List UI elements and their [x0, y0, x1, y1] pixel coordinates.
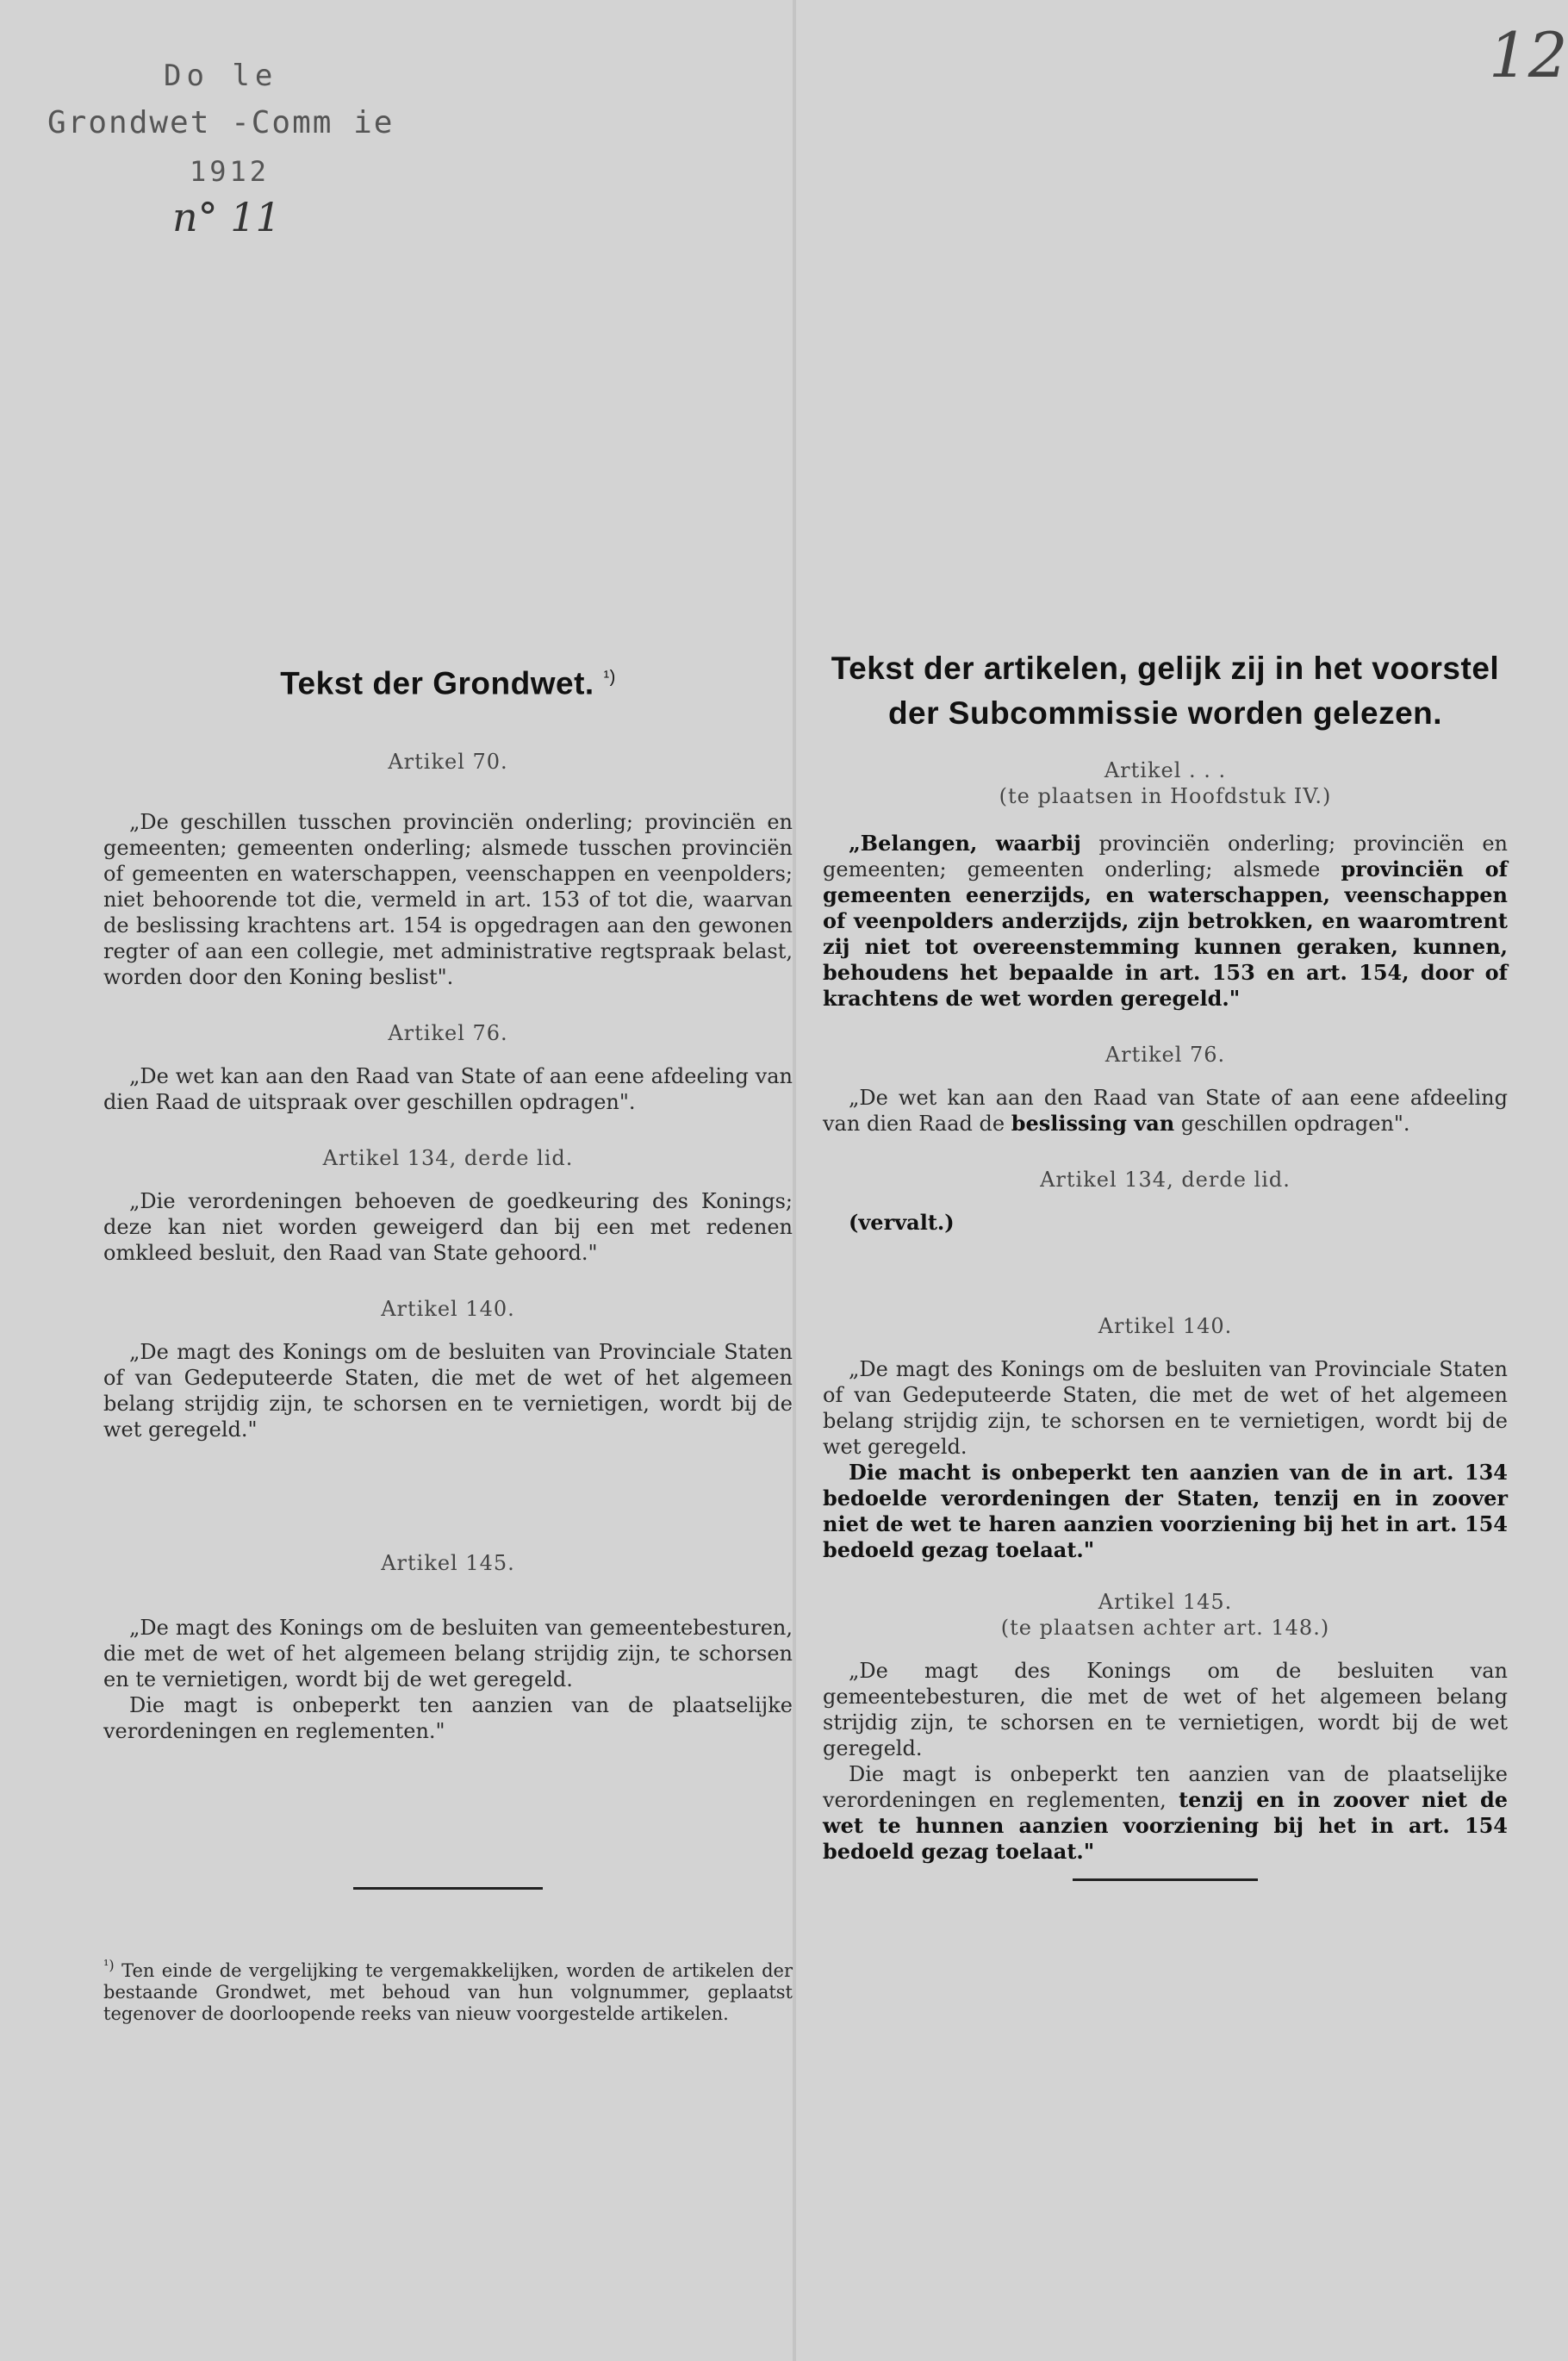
right-article-145-bold: tenzij en in zoover niet de wet te hunnen aanzien voorziening bij het in art. 154 bedoeld gezag toelaat.": [823, 1787, 1508, 1864]
footnote-text: Ten einde de vergelijking te vergemakkelijken, worden de artikelen der bestaande Grondwet, met behoud van hun volgnummer, geplaatst tegenover de doorloopende reeks van nieuw voorgestelde artikelen.: [103, 1960, 793, 2024]
right-heading-line1: Tekst der artikelen, gelijk zij in het voorstel: [831, 651, 1500, 686]
right-article-new-sub: (te plaatsen in Hoofdstuk IV.): [999, 784, 1332, 808]
right-article-145-plain: Die magt is onbeperkt ten aanzien van de plaatselijke verordeningen en reglementen,: [823, 1762, 1508, 1812]
left-article-140-text: „De magt des Konings om de besluiten van Provinciale Staten of van Gedeputeerde Staten, die met de wet of het algemeen belang strijdig zijn, te schorsen en te vernietigen, wordt bij de wet geregeld.": [103, 1340, 793, 1442]
right-article-140-text: „De magt des Konings om de besluiten van Provinciale Staten of van Gedeputeerde Staten, die met de wet of het algemeen belang strijdig zijn, te schorsen en te vernietigen, wordt bij de wet geregeld.: [823, 1357, 1508, 1459]
left-article-140-label: Artikel 140.: [381, 1297, 515, 1322]
right-article-140-label: Artikel 140.: [1098, 1314, 1233, 1338]
left-article-134-text: „Die verordeningen behoeven de goedkeuring des Konings; deze kan niet worden geweigerd dan bij een met redenen omkleed besluit, den Raad van State gehoord.": [103, 1189, 793, 1266]
right-article-145-sub: (te plaatsen achter art. 148.): [1000, 1616, 1330, 1640]
page-fold: [793, 0, 796, 2361]
right-heading-line2: der Subcommissie worden gelezen.: [887, 695, 1443, 731]
left-article-145-text: „De magt des Konings om de besluiten van gemeentebesturen, die met de wet of het algemeen belang strijdig zijn, te schorsen en te vernietigen, wordt bij de wet geregeld.: [103, 1616, 793, 1692]
right-separator-rule: [1073, 1878, 1258, 1881]
archive-stamp-line2: Grondwet -Comm ie: [47, 105, 395, 140]
right-article-new-bold1: „Belangen, waarbij: [849, 831, 1081, 856]
footnote-mark: ¹): [103, 1957, 115, 1973]
right-article-new-bold2: provinciën of gemeenten eenerzijds, en waterschappen, veenschappen of veenpolders anderzijds, zijn betrokken, en waaromtrent zij niet tot overeenstemming kunnen geraken, kunnen, behoudens het bepaalde in art. 153 en art. 154, door of krachtens de wet worden geregeld.": [823, 857, 1508, 1011]
right-article-76-label: Artikel 76.: [1104, 1043, 1226, 1067]
page-number: 12: [1489, 19, 1568, 91]
left-article-76-text: „De wet kan aan den Raad van State of aan eene afdeeling van dien Raad de uitspraak over geschillen opdragen".: [103, 1064, 793, 1115]
left-article-134-label: Artikel 134, derde lid.: [322, 1146, 574, 1171]
right-article-134-label: Artikel 134, derde lid.: [1040, 1168, 1291, 1192]
right-article-140-bold: Die macht is onbeperkt ten aanzien van de in art. 134 bedoelde verordeningen der Staten, tenzij en in zoover niet de wet te haren aanzien voorziening bij het in art. 154 bedoeld gezag toelaat.": [823, 1460, 1508, 1562]
left-heading: [103, 655, 793, 706]
left-heading-text: Tekst der Grondwet.: [280, 665, 594, 701]
archive-stamp-year: 1912: [190, 155, 271, 188]
footnote: [103, 1954, 793, 2025]
right-article-new-label: Artikel . . .: [1104, 758, 1227, 782]
right-article-145-text: „De magt des Konings om de besluiten van gemeentebesturen, die met de wet of het algemeen belang strijdig zijn, te schorsen en te vernietigen, wordt bij de wet geregeld.: [823, 1659, 1508, 1760]
left-separator-rule: [353, 1887, 543, 1890]
right-article-new-plain1: provinciën onderling; provinciën en gemeenten; gemeenten onderling; alsmede: [823, 832, 1508, 881]
right-article-76-plain1: „De wet kan aan den Raad van State of aan eene afdeeling van dien Raad de: [823, 1086, 1508, 1136]
archive-stamp-line1: Do le: [164, 59, 278, 93]
left-article-70-text: „De geschillen tusschen provinciën onderling; provinciën en gemeenten; gemeenten onderling; alsmede tusschen provinciën of gemeenten en waterschappen, veenschappen en veenpolders; niet behoorende tot die, vermeld in art. 153 of tot die, waarvan de beslissing krachtens art. 154 is opgedragen aan den gewonen regter of aan een collegie, met administrative regtspraak belast, worden door den Koning beslist".: [103, 810, 793, 990]
handwritten-number: n° 11: [172, 194, 281, 240]
footnote-reference: ¹): [603, 668, 616, 687]
right-article-76-plain2: geschillen opdragen".: [1174, 1112, 1410, 1136]
right-column: [823, 646, 1508, 1865]
right-article-134-vervalt: (vervalt.): [849, 1210, 955, 1235]
right-heading: [823, 646, 1508, 736]
left-article-70-label: Artikel 70.: [388, 750, 508, 775]
left-article-145-text2: Die magt is onbeperkt ten aanzien van de plaatselijke verordeningen en reglementen.": [103, 1693, 793, 1744]
right-article-145-text2: [823, 1761, 1508, 1865]
right-article-76-bold: beslissing van: [1011, 1111, 1175, 1136]
left-article-76-label: Artikel 76.: [388, 1021, 508, 1046]
right-article-145-label: Artikel 145.: [1098, 1590, 1233, 1614]
right-article-new-text: [823, 831, 1508, 1012]
left-article-145-label: Artikel 145.: [381, 1551, 515, 1576]
left-column: [103, 646, 793, 1744]
right-article-76-text: [823, 1085, 1508, 1137]
